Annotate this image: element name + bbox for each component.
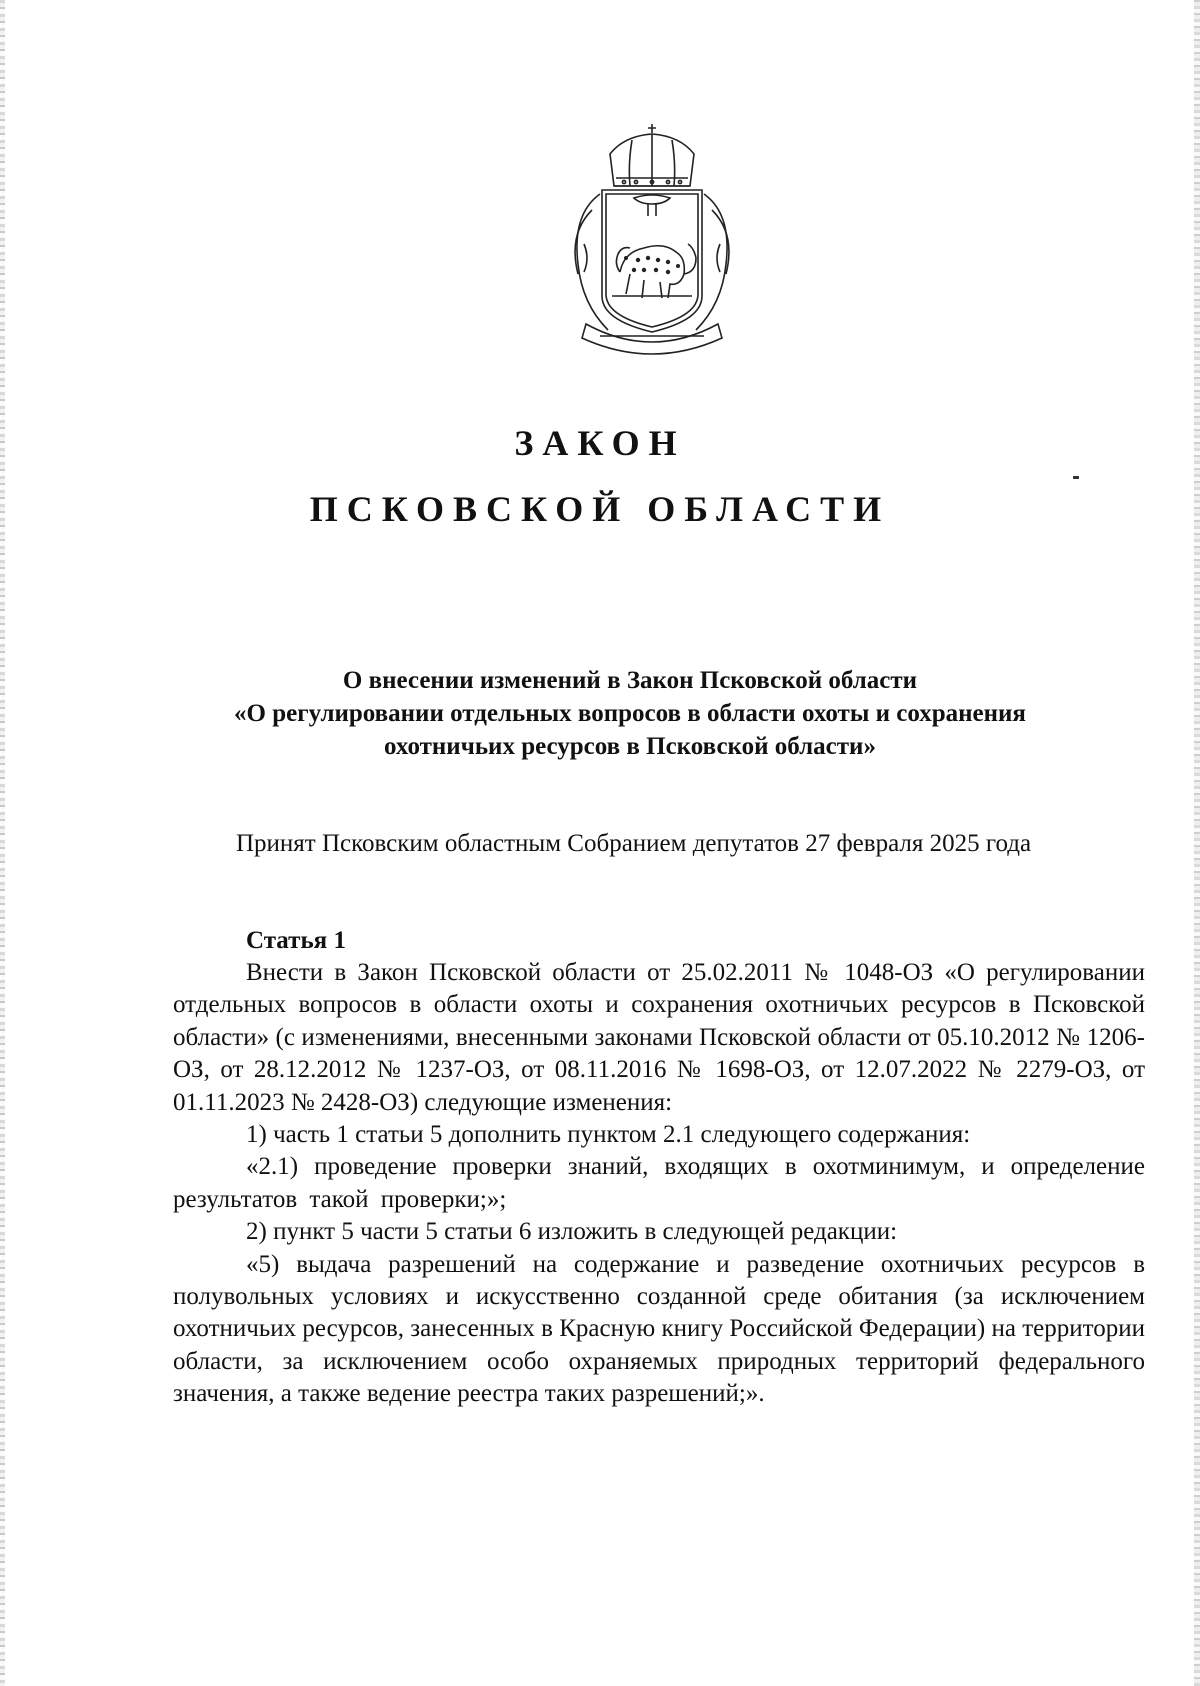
article-paragraph: Внести в Закон Псковской области от 25.02.2011 № 1048-ОЗ «О регулировании отдельных вопросов в области охоты и сохранения охотничьих ресурсов в Псковской области» (с изменениями, внесенными законами Псковской области от 05.10.2012 № 1206-ОЗ, от 28.12.2012 № 1237-ОЗ, от 08.11.2016 № 1698-ОЗ, от 12.07.2022 № 2279-ОЗ, от 01.11.2023 № 2428-ОЗ) следующие изменения: bbox=[173, 959, 1145, 1116]
article-body bbox=[173, 957, 1145, 1411]
law-title-line: охотничьих ресурсов в Псковской области» bbox=[384, 733, 876, 760]
article-paragraph: «2.1) проведение проверки знаний, входящих в охотминимум, и определение результатов такой проверки;»; bbox=[173, 1153, 1145, 1213]
law-title-line: О внесении изменений в Закон Псковской области bbox=[342, 667, 918, 694]
article-paragraph: 2) пункт 5 части 5 статьи 6 изложить в следующей редакции: bbox=[246, 1218, 898, 1246]
law-title bbox=[180, 664, 1080, 763]
adoption-statement: Принят Псковским областным Собранием депутатов 27 февраля 2025 года bbox=[236, 830, 1032, 857]
coat-of-arms-icon bbox=[564, 124, 740, 360]
scan-edge-right bbox=[1194, 0, 1200, 1686]
article-paragraph: 1) часть 1 статьи 5 дополнить пунктом 2.1 следующего содержания: bbox=[246, 1121, 971, 1149]
law-title-line: «О регулировании отдельных вопросов в области охоты и сохранения bbox=[234, 700, 1026, 727]
document-title: ЗАКОН bbox=[514, 423, 686, 463]
scan-edge-left bbox=[0, 0, 5, 1686]
scan-artifact bbox=[1073, 476, 1079, 479]
article-paragraph: «5) выдача разрешений на содержание и разведение охотничьих ресурсов в полувольных условиях и искусственно созданной среде обитания (за исключением охотничьих ресурсов, занесенных в Красную книгу Российской Федерации) на территории области, за исключением особо охраняемых природных территорий федерального значения, а также ведение реестра таких разрешений;». bbox=[173, 1250, 1145, 1408]
document-subtitle: ПСКОВСКОЙ ОБЛАСТИ bbox=[309, 489, 891, 529]
article-heading: Статья 1 bbox=[246, 927, 346, 954]
